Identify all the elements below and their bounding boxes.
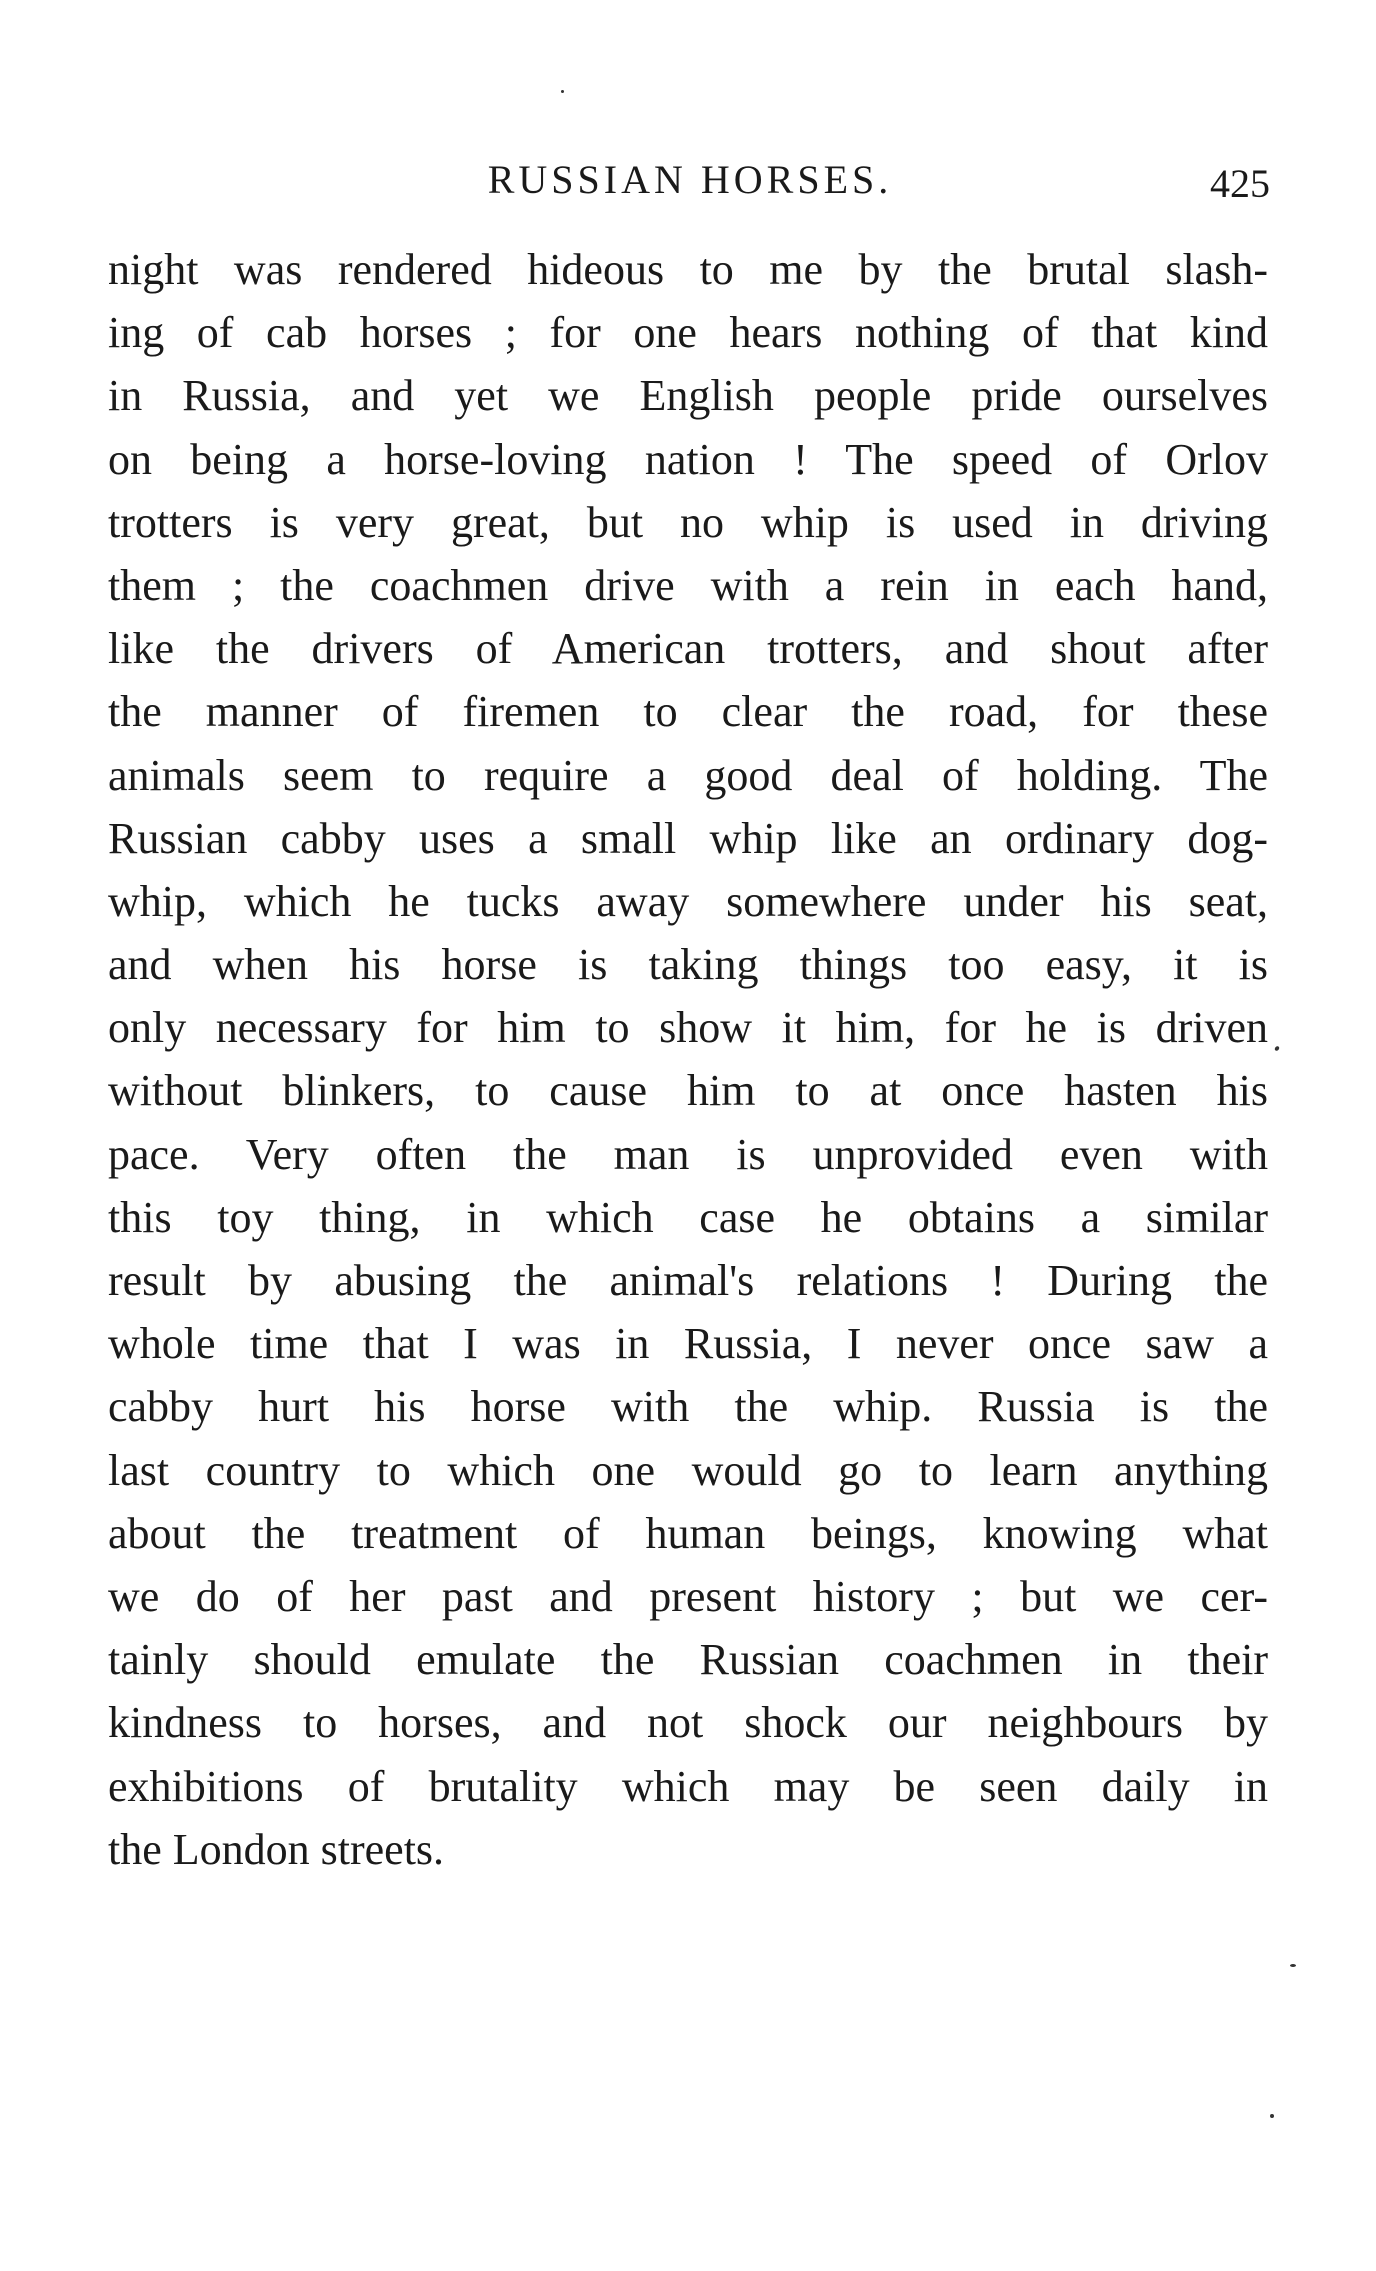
- text-line: whole time that I was in Russia, I never once saw a: [108, 1319, 1268, 1369]
- text-line: the manner of firemen to clear the road, for these: [108, 687, 1268, 737]
- running-head: [110, 150, 1270, 210]
- text-line: about the treatment of human beings, knowing what: [108, 1508, 1268, 1558]
- text-line: tainly should emulate the Russian coachmen in their: [108, 1635, 1268, 1685]
- text-line: ing of cab horses ; for one hears nothing of that kind: [108, 308, 1268, 358]
- text-line: and when his horse is taking things too easy, it is: [108, 940, 1268, 990]
- scan-speck: [1290, 1964, 1296, 1967]
- running-title: RUSSIAN HORSES.: [487, 157, 893, 202]
- scan-speck: [561, 90, 564, 93]
- text-line: only necessary for him to show it him, for he is driven: [108, 1003, 1268, 1053]
- text-line: result by abusing the animal's relations ! During the: [108, 1256, 1268, 1305]
- text-line: cabby hurt his horse with the whip. Russia is the: [108, 1382, 1268, 1432]
- text-line: last country to which one would go to learn anything: [108, 1445, 1268, 1495]
- text-line: like the drivers of American trotters, and shout after: [108, 624, 1268, 674]
- text-line: trotters is very great, but no whip is used in driving: [108, 497, 1268, 547]
- text-line: pace. Very often the man is unprovided even with: [108, 1129, 1268, 1179]
- text-line: whip, which he tucks away somewhere under his seat,: [108, 876, 1268, 926]
- text-line: kindness to horses, and not shock our neighbours by: [108, 1698, 1268, 1748]
- text-line: them ; the coachmen drive with a rein in each hand,: [108, 560, 1268, 610]
- text-line: in Russia, and yet we English people pride ourselves: [108, 371, 1268, 421]
- scan-speck: [1270, 2114, 1274, 2118]
- body-text: [108, 238, 1268, 1881]
- text-line: animals seem to require a good deal of holding. The: [108, 750, 1268, 800]
- page-number: 425: [1210, 161, 1270, 206]
- text-line: night was rendered hideous to me by the brutal slash-: [108, 245, 1268, 294]
- text-line: without blinkers, to cause him to at once hasten his: [108, 1066, 1268, 1116]
- text-line: this toy thing, in which case he obtains a similar: [108, 1192, 1268, 1242]
- text-line: on being a horse-loving nation ! The speed of Orlov: [108, 434, 1268, 484]
- text-line: exhibitions of brutality which may be seen daily in: [108, 1761, 1268, 1811]
- text-line: the London streets.: [108, 1824, 445, 1874]
- scan-speck: [1274, 1045, 1280, 1051]
- text-line: Russian cabby uses a small whip like an ordinary dog-: [108, 813, 1268, 863]
- text-line: we do of her past and present history ; but we cer-: [108, 1571, 1268, 1621]
